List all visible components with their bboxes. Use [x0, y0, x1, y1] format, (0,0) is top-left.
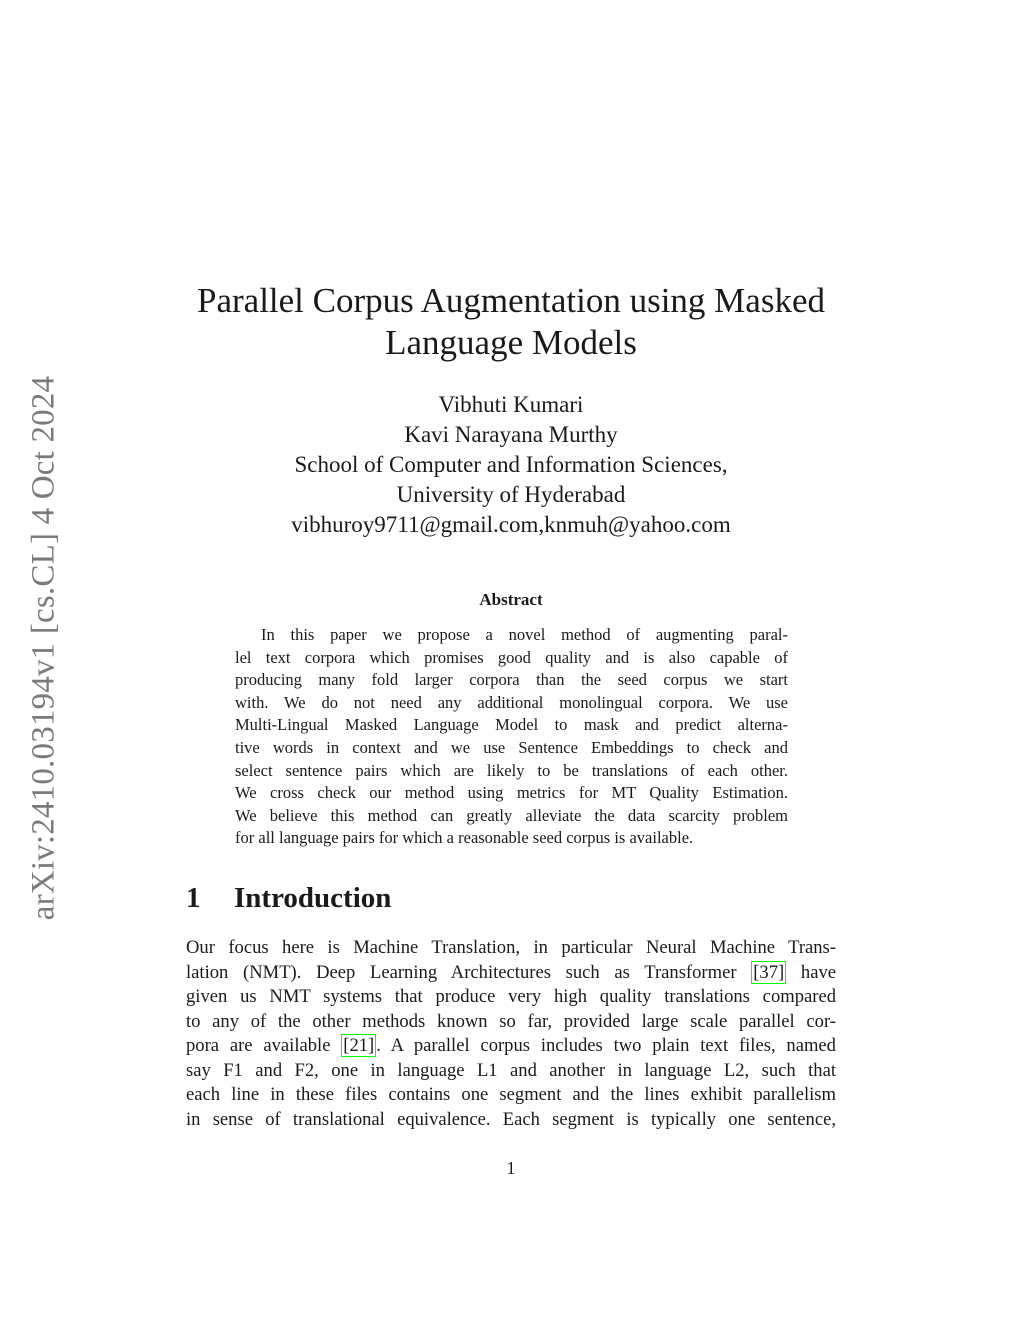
intro-line: each line in these files contains one segment and the lines exhibit parallelism	[186, 1084, 836, 1105]
abstract-heading: Abstract	[479, 590, 543, 609]
affiliation-line-1: School of Computer and Information Sciences,	[294, 452, 728, 477]
citation-link-21[interactable]: [21]	[343, 1035, 375, 1056]
intro-text: lation (NMT). Deep Learning Architectures such as Transformer	[186, 961, 752, 983]
abstract-line: We cross check our method using metrics for MT Quality Estimation.	[235, 783, 788, 803]
abstract-body	[235, 624, 788, 850]
section-heading-introduction	[186, 882, 391, 915]
intro-text: . A parallel corpus includes two plain text files, named	[376, 1035, 836, 1056]
intro-text: have	[786, 961, 836, 983]
abstract-line: with. We do not need any additional monolingual corpora. We use	[235, 692, 788, 712]
abstract-line: producing many fold larger corpora than the seed corpus we start	[235, 670, 788, 690]
section-title: Introduction	[234, 882, 392, 914]
paper-title	[186, 280, 836, 364]
arxiv-identifier-stamp: arXiv:2410.03194v1 [cs.CL] 4 Oct 2024	[25, 375, 62, 921]
abstract-line: In this paper we propose a novel method of augmenting paral-	[261, 625, 788, 644]
abstract-line: We believe this method can greatly alleviate the data scarcity problem	[235, 805, 788, 825]
title-line-2: Language Models	[385, 323, 637, 362]
intro-line: to any of the other methods known so far, provided large scale parallel cor-	[186, 1010, 836, 1032]
citation-link-37[interactable]: [37]	[753, 961, 785, 983]
intro-line: in sense of translational equivalence. Each segment is typically one sentence,	[186, 1108, 836, 1130]
abstract-line: lel text corpora which promises good quality and is also capable of	[235, 647, 788, 667]
intro-line	[186, 1034, 836, 1059]
intro-line	[186, 961, 836, 986]
intro-text: pora are available	[186, 1035, 342, 1056]
abstract-line: tive words in context and we use Sentence Embeddings to check and	[235, 737, 788, 757]
author-block	[186, 390, 836, 540]
author-name-2: Kavi Narayana Murthy	[404, 422, 618, 447]
introduction-body	[186, 936, 836, 1132]
abstract-line: Multi-Lingual Masked Language Model to mask and predict alterna-	[235, 715, 788, 735]
intro-line: given us NMT systems that produce very high quality translations compared	[186, 986, 836, 1007]
title-line-1: Parallel Corpus Augmentation using Masked	[197, 281, 825, 320]
abstract-line: for all language pairs for which a reasonable seed corpus is available.	[235, 828, 694, 848]
author-name-1: Vibhuti Kumari	[438, 392, 584, 417]
intro-line: Our focus here is Machine Translation, in particular Neural Machine Trans-	[186, 937, 836, 958]
author-emails: vibhuroy9711@gmail.com,knmuh@yahoo.com	[291, 512, 731, 537]
page-number: 1	[506, 1158, 516, 1178]
abstract-line: select sentence pairs which are likely to be translations of each other.	[235, 760, 788, 780]
intro-line: say F1 and F2, one in language L1 and another in language L2, such that	[186, 1059, 836, 1081]
affiliation-line-2: University of Hyderabad	[396, 482, 626, 507]
section-number: 1	[186, 882, 201, 914]
